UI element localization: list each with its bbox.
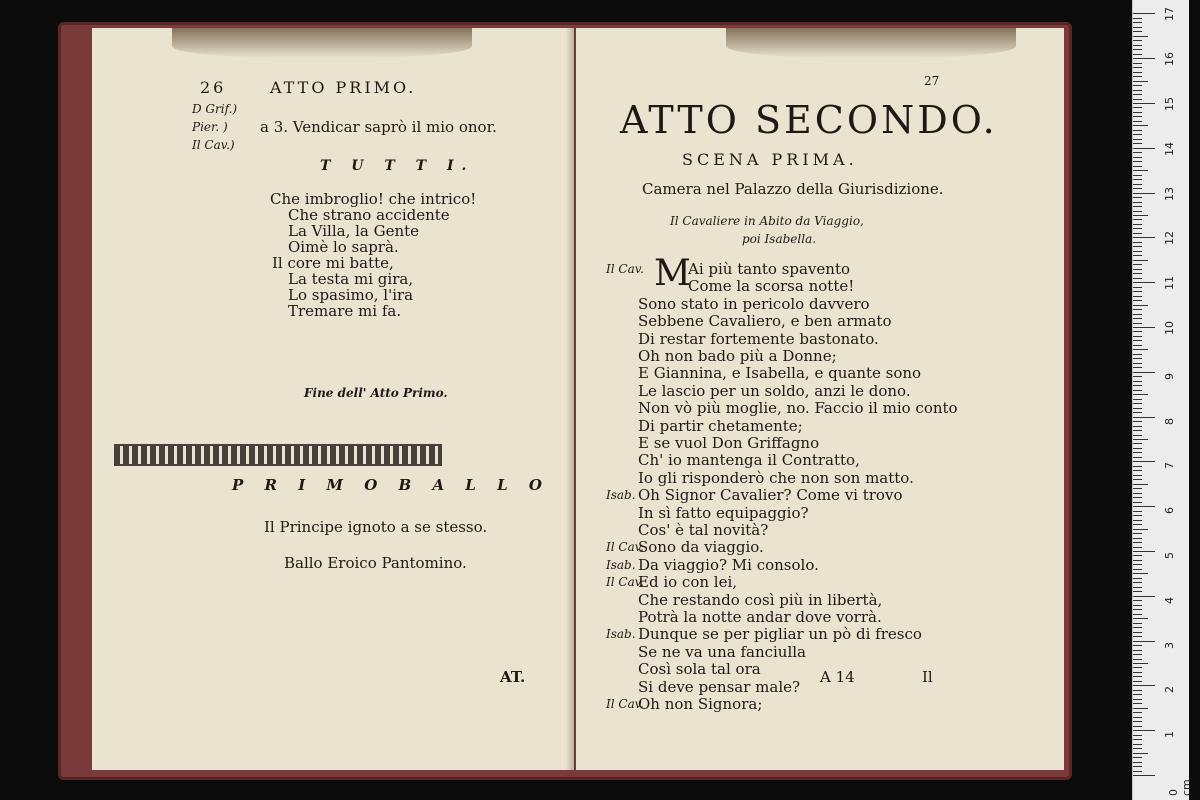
dialogue-line: Cos' è tal novità? [638, 521, 769, 539]
ruler-tick [1133, 125, 1148, 126]
act-title: ATTO SECONDO. [620, 98, 998, 142]
ruler-tick [1133, 766, 1142, 767]
ruler-number: 5 [1163, 552, 1176, 559]
ruler-tick [1133, 403, 1142, 404]
ruler-tick [1133, 399, 1142, 400]
ruler-tick [1133, 650, 1142, 651]
ruler-tick [1133, 757, 1142, 758]
ruler-tick [1133, 85, 1142, 86]
ruler-tick [1133, 269, 1142, 270]
ruler-number: 7 [1163, 462, 1176, 469]
ruler-tick [1133, 372, 1155, 373]
ruler-tick [1133, 318, 1142, 319]
ruler-tick [1133, 166, 1142, 167]
dialogue-line: Non vò più moglie, no. Faccio il mio conto [638, 399, 958, 417]
left-page [92, 28, 574, 770]
ruler-tick [1133, 45, 1142, 46]
catchword: Il [922, 668, 933, 686]
ruler-tick [1133, 600, 1142, 601]
ruler-tick [1133, 497, 1142, 498]
ruler-tick [1133, 448, 1142, 449]
ruler-tick [1133, 461, 1155, 462]
speaker-label: Isab. [606, 558, 636, 572]
ruler-tick [1133, 273, 1142, 274]
ruler-tick [1133, 134, 1142, 135]
ruler-number: 8 [1163, 418, 1176, 425]
a3-line: a 3. Vendicar saprò il mio onor. [260, 118, 497, 136]
ruler-tick [1133, 99, 1142, 100]
water-stain [172, 28, 472, 58]
ruler-tick [1133, 672, 1142, 673]
ruler-tick [1133, 340, 1142, 341]
catchword: AT. [500, 668, 526, 686]
ruler-tick [1133, 31, 1142, 32]
ruler-tick [1133, 667, 1142, 668]
ruler-tick [1133, 323, 1142, 324]
speaker-label: Isab. [606, 488, 636, 502]
ruler-tick [1133, 426, 1142, 427]
dialogue-line: Dunque se per pigliar un pò di fresco [638, 625, 922, 643]
ruler-tick [1133, 663, 1148, 664]
dialogue-line: Che restando così più in libertà, [638, 591, 883, 609]
ruler-tick [1133, 412, 1142, 413]
verse-line: Il core mi batte, [272, 254, 394, 272]
ruler-tick [1133, 582, 1142, 583]
primo-ballo-heading: P R I M O B A L L O [232, 476, 550, 494]
ruler-tick [1133, 58, 1155, 59]
right-page [576, 28, 1064, 770]
ruler-tick [1133, 771, 1142, 772]
speaker-label: Il Cav. [606, 575, 644, 589]
scene-title: SCENA PRIMA. [682, 150, 858, 169]
ruler-tick [1133, 591, 1142, 592]
ruler-tick [1133, 175, 1142, 176]
ruler-number: 10 [1163, 321, 1176, 335]
ruler-number: 17 [1163, 7, 1176, 21]
ruler-tick [1133, 161, 1142, 162]
ruler-tick [1133, 49, 1142, 50]
speaker-label: Il Cav. [606, 540, 644, 554]
ruler-tick [1133, 206, 1142, 207]
ruler-tick [1133, 524, 1142, 525]
ruler-tick [1133, 614, 1142, 615]
dialogue-line: Sono stato in pericolo davvero [638, 295, 870, 313]
verse-line: Che imbroglio! che intrico! [270, 190, 477, 208]
ruler-tick [1133, 627, 1142, 628]
ruler-tick [1133, 112, 1142, 113]
ruler-tick [1133, 506, 1155, 507]
ruler-tick [1133, 753, 1148, 754]
ruler-tick [1133, 470, 1142, 471]
ruler-tick [1133, 573, 1148, 574]
ruler-tick [1133, 363, 1142, 364]
dialogue-line: Le lascio per un soldo, anzi le dono. [638, 382, 911, 400]
ruler-tick [1133, 22, 1142, 23]
ruler-tick [1133, 578, 1142, 579]
ruler-tick [1133, 349, 1148, 350]
ruler-tick [1133, 690, 1142, 691]
ruler-tick [1133, 327, 1155, 328]
dialogue-line: Oh non bado più a Donne; [638, 347, 837, 365]
verse-line: Tremare mi fa. [288, 302, 402, 320]
ruler-tick [1133, 143, 1142, 144]
ruler-tick [1133, 278, 1142, 279]
ruler-tick [1133, 636, 1142, 637]
ruler-tick [1133, 27, 1142, 28]
ruler-tick [1133, 184, 1142, 185]
ruler-tick [1133, 529, 1148, 530]
ornamental-divider [114, 444, 442, 466]
ruler-unit: 0 cm [1167, 779, 1193, 796]
ruler-tick [1133, 699, 1142, 700]
ruler-tick [1133, 224, 1142, 225]
scene-setting: Camera nel Palazzo della Giurisdizione. [642, 180, 944, 198]
tutti-heading: T U T T I. [320, 158, 475, 174]
ruler-tick [1133, 560, 1142, 561]
ruler-tick [1133, 717, 1142, 718]
dialogue-line: Di restar fortemente bastonato. [638, 330, 879, 348]
drop-cap: M [654, 253, 691, 294]
ruler-tick [1133, 121, 1142, 122]
ruler-tick [1133, 237, 1155, 238]
ruler-tick [1133, 538, 1142, 539]
ruler-tick [1133, 170, 1148, 171]
water-stain [726, 28, 1016, 58]
ruler-tick [1133, 730, 1155, 731]
ruler-tick [1133, 251, 1142, 252]
ruler-tick [1133, 645, 1142, 646]
dialogue-line: Come la scorsa notte! [688, 277, 855, 295]
dialogue-line: E se vuol Don Griffagno [638, 434, 820, 452]
ruler-tick [1133, 685, 1155, 686]
right-page-number: 27 [924, 74, 940, 88]
ruler-tick [1133, 255, 1142, 256]
ruler-tick [1133, 452, 1142, 453]
ruler-tick [1133, 488, 1142, 489]
ruler-tick [1133, 54, 1142, 55]
ruler-tick [1133, 520, 1142, 521]
ruler-tick [1133, 618, 1148, 619]
speaker-label: Il Cav. [606, 262, 644, 276]
ruler-tick [1133, 394, 1148, 395]
signature-mark: A 14 [820, 668, 855, 686]
ruler-tick [1133, 81, 1148, 82]
ruler-tick [1133, 493, 1142, 494]
ruler-number: 1 [1163, 731, 1176, 738]
ruler-tick [1133, 703, 1142, 704]
ruler-tick [1133, 282, 1155, 283]
ruler-tick [1133, 564, 1142, 565]
ruler-tick [1133, 609, 1142, 610]
ruler-tick [1133, 18, 1142, 19]
ruler-tick [1133, 408, 1142, 409]
ruler-tick [1133, 390, 1142, 391]
ruler-tick [1133, 735, 1142, 736]
dialogue-line: Ch' io mantenga il Contratto, [638, 451, 860, 469]
verse-line: Lo spasimo, l'ira [288, 286, 414, 304]
dialogue-line: Da viaggio? Mi consolo. [638, 556, 819, 574]
ruler-tick [1133, 605, 1142, 606]
ruler-tick [1133, 63, 1142, 64]
ballo-title: Il Principe ignoto a se stesso. [264, 518, 488, 536]
ruler-tick [1133, 739, 1142, 740]
fine-atto: Fine dell' Atto Primo. [304, 386, 448, 400]
ruler-tick [1133, 246, 1142, 247]
ruler-tick [1133, 139, 1142, 140]
ruler-tick [1133, 762, 1142, 763]
ruler-tick [1133, 484, 1148, 485]
dialogue-line: Sebbene Cavaliero, e ben armato [638, 312, 892, 330]
ruler-tick [1133, 90, 1142, 91]
ruler-tick [1133, 309, 1142, 310]
ruler-tick [1133, 632, 1142, 633]
ruler-tick [1133, 336, 1142, 337]
ruler-tick [1133, 107, 1142, 108]
ruler-tick [1133, 654, 1142, 655]
dialogue-line: Di partir chetamente; [638, 417, 803, 435]
ruler-tick [1133, 314, 1142, 315]
ruler-number: 9 [1163, 373, 1176, 380]
ruler-tick [1133, 430, 1142, 431]
ruler-number: 15 [1163, 97, 1176, 111]
ruler-tick [1133, 596, 1155, 597]
ruler-tick [1133, 130, 1142, 131]
ruler-tick [1133, 421, 1142, 422]
speaker-label: Il Cav.) [192, 138, 235, 152]
ruler-tick [1133, 305, 1148, 306]
ruler-tick [1133, 569, 1142, 570]
ruler-tick [1133, 376, 1142, 377]
ruler-tick [1133, 202, 1142, 203]
ruler-tick [1133, 587, 1142, 588]
measuring-ruler [1132, 0, 1193, 800]
ruler-tick [1133, 103, 1155, 104]
left-running-head: ATTO PRIMO. [270, 78, 417, 97]
ballo-subtitle: Ballo Eroico Pantomino. [284, 554, 467, 572]
ruler-tick [1133, 300, 1142, 301]
ruler-tick [1133, 623, 1142, 624]
ruler-tick [1133, 479, 1142, 480]
ruler-number: 16 [1163, 52, 1176, 66]
ruler-tick [1133, 358, 1142, 359]
speaker-label: Pier. ) [192, 120, 228, 134]
ruler-tick [1133, 264, 1142, 265]
dialogue-line: Oh Signor Cavalier? Come vi trovo [638, 486, 903, 504]
dialogue-line: Ed io con lei, [638, 573, 738, 591]
dialogue-line: Sono da viaggio. [638, 538, 764, 556]
verse-line: La testa mi gira, [288, 270, 414, 288]
ruler-tick [1133, 260, 1148, 261]
ruler-tick [1133, 13, 1155, 14]
ruler-tick [1133, 219, 1142, 220]
ruler-tick [1133, 435, 1142, 436]
speaker-label: D Grif.) [192, 102, 238, 116]
ruler-number: 11 [1163, 276, 1176, 290]
ruler-number: 13 [1163, 187, 1176, 201]
ruler-tick [1133, 381, 1142, 382]
ruler-tick [1133, 188, 1142, 189]
ruler-tick [1133, 744, 1142, 745]
ruler-tick [1133, 367, 1142, 368]
ruler-tick [1133, 354, 1142, 355]
ruler-tick [1133, 676, 1142, 677]
dialogue-line: In sì fatto equipaggio? [638, 504, 809, 522]
ruler-tick [1133, 515, 1142, 516]
ruler-tick [1133, 712, 1142, 713]
ruler-tick [1133, 233, 1142, 234]
ruler-tick [1133, 721, 1142, 722]
ruler-tick [1133, 148, 1155, 149]
speaker-label: Il Cav. [606, 697, 644, 711]
ruler-tick [1133, 287, 1142, 288]
ruler-tick [1133, 694, 1142, 695]
ruler-tick [1133, 708, 1148, 709]
ruler-tick [1133, 502, 1142, 503]
dialogue-line: E Giannina, e Isabella, e quante sono [638, 364, 922, 382]
ruler-tick [1133, 67, 1142, 68]
dialogue-line: Se ne va una fanciulla [638, 643, 806, 661]
ruler-tick [1133, 659, 1142, 660]
ruler-tick [1133, 157, 1142, 158]
ruler-tick [1133, 228, 1142, 229]
ruler-tick [1133, 457, 1142, 458]
ruler-tick [1133, 542, 1142, 543]
ruler-number: 3 [1163, 642, 1176, 649]
ruler-tick [1133, 331, 1142, 332]
speaker-label: Isab. [606, 627, 636, 641]
ruler-tick [1133, 40, 1142, 41]
dialogue-line: Io gli risponderò che non son matto. [638, 469, 914, 487]
dialogue-line: Potrà la notte andar dove vorrà. [638, 608, 882, 626]
ruler-tick [1133, 466, 1142, 467]
ruler-tick [1133, 242, 1142, 243]
ruler-tick [1133, 641, 1155, 642]
ruler-tick [1133, 94, 1142, 95]
ruler-tick [1133, 296, 1142, 297]
dialogue-line: Oh non Signora; [638, 695, 763, 713]
ruler-tick [1133, 152, 1142, 153]
ruler-tick [1133, 439, 1148, 440]
dialogue-line: Ai più tanto spavento [688, 260, 850, 278]
ruler-tick [1133, 748, 1142, 749]
ruler-tick [1133, 547, 1142, 548]
ruler-number: 14 [1163, 142, 1176, 156]
ruler-number: 4 [1163, 597, 1176, 604]
ruler-tick [1133, 345, 1142, 346]
ruler-tick [1133, 681, 1142, 682]
ruler-tick [1133, 417, 1155, 418]
stage-direction: poi Isabella. [742, 232, 817, 246]
verse-line: La Villa, la Gente [288, 222, 420, 240]
ruler-tick [1133, 291, 1142, 292]
ruler-tick [1133, 76, 1142, 77]
ruler-number: 12 [1163, 231, 1176, 245]
ruler-tick [1133, 443, 1142, 444]
ruler-tick [1133, 533, 1142, 534]
ruler-tick [1133, 211, 1142, 212]
ruler-tick [1133, 385, 1142, 386]
ruler-tick [1133, 511, 1142, 512]
ruler-tick [1133, 475, 1142, 476]
ruler-tick [1133, 72, 1142, 73]
ruler-tick [1133, 555, 1142, 556]
left-page-number: 26 [200, 78, 227, 97]
ruler-tick [1133, 726, 1142, 727]
ruler-tick [1133, 116, 1142, 117]
ruler-number: 2 [1163, 686, 1176, 693]
ruler-tick [1133, 179, 1142, 180]
ruler-tick [1133, 36, 1148, 37]
ruler-number: 6 [1163, 507, 1176, 514]
dialogue-line: Così sola tal ora [638, 660, 761, 678]
verse-line: Che strano accidente [288, 206, 450, 224]
ruler-tick [1133, 193, 1155, 194]
ruler-tick [1133, 215, 1148, 216]
ruler-tick [1133, 551, 1155, 552]
ruler-tick [1133, 197, 1142, 198]
stage-direction: Il Cavaliere in Abito da Viaggio, [670, 214, 864, 228]
verse-line: Oimè lo saprà. [288, 238, 399, 256]
dialogue-line: Si deve pensar male? [638, 678, 801, 696]
ruler-tick [1133, 775, 1155, 776]
